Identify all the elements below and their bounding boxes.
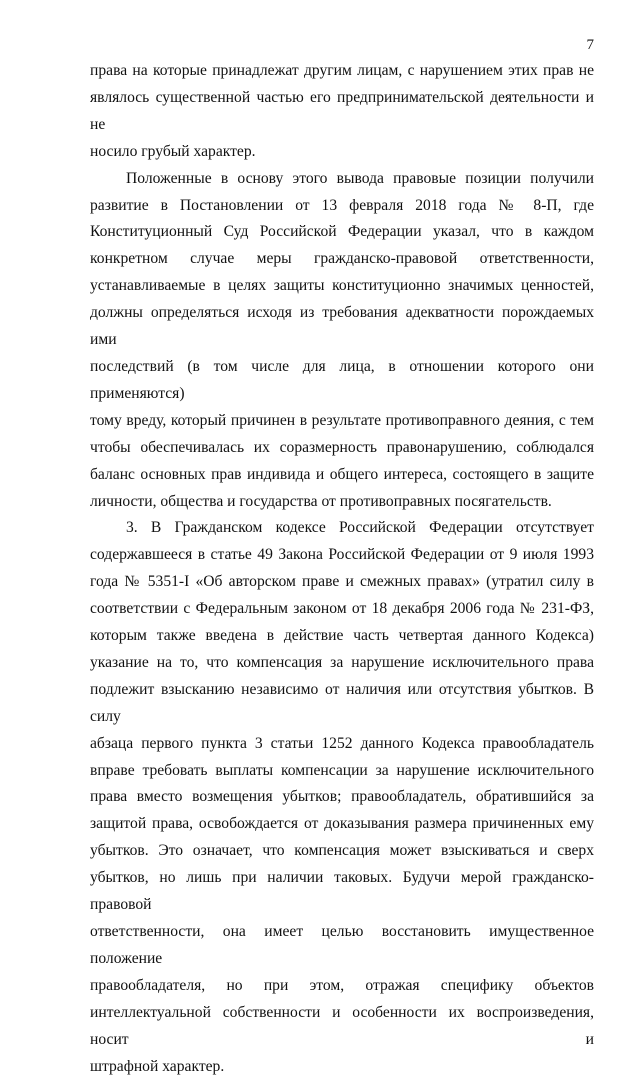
- text-line: защитой права, освобождается от доказывания размера причиненных ему: [90, 815, 594, 833]
- text-line: абзаца первого пункта 3 статьи 1252 данного Кодекса правообладатель: [90, 734, 594, 752]
- text-line: конкретном случае меры гражданско-правовой ответственности,: [90, 250, 594, 268]
- text-line: развитие в Постановлении от 13 февраля 2018 года № 8-П, где: [90, 196, 594, 214]
- text-line: указание на то, что компенсация за нарушение исключительного права: [90, 653, 594, 671]
- text-line: содержавшееся в статье 49 Закона Российской Федерации от 9 июля 1993: [90, 546, 594, 564]
- text-line: чтобы обеспечивалась их соразмерность правонарушению, соблюдался: [90, 438, 594, 456]
- text-line: права вместо возмещения убытков; правообладатель, обратившийся за: [90, 788, 594, 806]
- text-line: последствий (в том числе для лица, в отношении которого они применяются): [90, 357, 594, 402]
- text-line: года № 5351-I «Об авторском праве и смежных правах» (утратил силу в: [90, 573, 594, 591]
- text-line: права на которые принадлежат другим лицам, с нарушением этих прав не: [90, 62, 594, 79]
- text-line: штрафной характер.: [90, 1057, 225, 1075]
- text-line: 3. В Гражданском кодексе Российской Федерации отсутствует: [126, 519, 594, 537]
- text-line: интеллектуальной собственности и особенности их воспроизведения, носит и: [90, 1003, 594, 1048]
- text-line: подлежит взысканию независимо от наличия или отсутствия убытков. В силу: [90, 680, 594, 725]
- text-line: носило грубый характер.: [90, 142, 256, 160]
- page-number: 7: [586, 37, 594, 53]
- paragraph-legal-positions: [90, 166, 594, 516]
- text-line: должны определяться исходя из требования адекватности порождаемых ими: [90, 304, 594, 349]
- text-line: Положенные в основу этого вывода правовые позиции получили: [126, 169, 594, 187]
- text-line: ответственности, она имеет целью восстановить имущественное положение: [90, 923, 594, 967]
- text-line: убытков. Это означает, что компенсация может взыскиваться и сверх: [90, 842, 594, 860]
- text-line: правообладателя, но при этом, отражая специфику объектов: [90, 976, 594, 994]
- text-line: баланс основных прав индивида и общего интереса, состоящего в защите: [90, 465, 594, 483]
- text-line: убытков, но лишь при наличии таковых. Будучи мерой гражданско-правовой: [90, 869, 594, 914]
- text-line: устанавливаемые в целях защиты конституционно значимых ценностей,: [90, 277, 594, 295]
- text-line: которым также введена в действие часть четвертая данного Кодекса): [90, 627, 594, 645]
- text-line: вправе требовать выплаты компенсации за нарушение исключительного: [90, 761, 594, 779]
- text-line: личности, общества и государства от противоправных посягательств.: [90, 492, 552, 510]
- paragraph-continuation: [90, 58, 594, 166]
- text-line: являлось существенной частью его предпринимательской деятельности и не: [90, 88, 594, 133]
- text-line: соответствии с Федеральным законом от 18 декабря 2006 года № 231-ФЗ,: [90, 600, 594, 618]
- paragraph-item-3: [90, 515, 594, 1080]
- text-line: тому вреду, который причинен в результате противоправного деяния, с тем: [90, 411, 594, 429]
- document-body: [90, 58, 594, 1080]
- text-line: Конституционный Суд Российской Федерации указал, что в каждом: [90, 223, 594, 241]
